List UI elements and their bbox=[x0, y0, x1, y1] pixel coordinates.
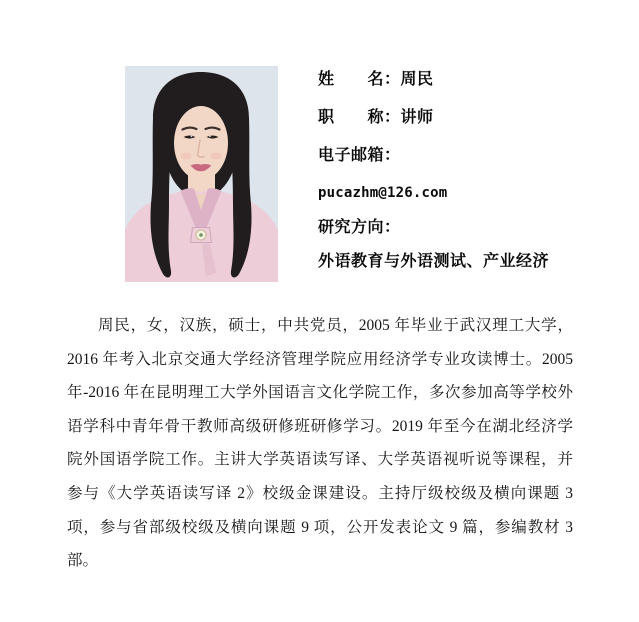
eye-glint-left bbox=[191, 136, 193, 138]
bio-line-6: 参与《大学英语读写译 2》校级金课建设。主持厅级校级及横向课题 3 bbox=[67, 484, 573, 502]
brooch-center bbox=[199, 233, 203, 237]
email-label: 电子邮箱： bbox=[318, 147, 401, 164]
email-value: pucazhm@126.com bbox=[318, 185, 448, 201]
bio-line-3: 年-2016 年在昆明理工大学外国语言文化学院工作，多次参加高等学校外 bbox=[67, 384, 573, 402]
eye-glint-right bbox=[209, 136, 211, 138]
bio-line-4: 语学科中青年骨干教师高级研修班研修学习。2019 年至今在湖北经济学 bbox=[67, 417, 573, 435]
bio-line-8: 部。 bbox=[67, 552, 99, 570]
bio-line-5: 院外国语学院工作。主讲大学英语读写译、大学英语视听说等课程，并 bbox=[67, 451, 573, 469]
cheek-right bbox=[211, 153, 222, 160]
research-direction-label: 研究方向： bbox=[318, 219, 401, 236]
portrait-photo bbox=[125, 66, 278, 282]
name-field: 姓 名：周民 bbox=[318, 71, 434, 88]
bio-line-2: 2016 年考入北京交通大学经济管理学院应用经济学专业攻读博士。2005 bbox=[67, 350, 573, 368]
cheek-left bbox=[181, 153, 192, 160]
bio-line-7: 项，参与省部级校级及横向课题 9 项，公开发表论文 9 篇，参编教材 3 bbox=[67, 518, 573, 536]
research-direction-value: 外语教育与外语测试、产业经济 bbox=[318, 253, 550, 270]
profile-info bbox=[318, 71, 630, 271]
biography-paragraph bbox=[67, 309, 573, 578]
bio-line-1: 周民，女，汉族，硕士，中共党员，2005 年毕业于武汉理工大学， bbox=[98, 317, 573, 334]
portrait-photo-art bbox=[125, 66, 278, 282]
job-title-field: 职 称：讲师 bbox=[318, 109, 434, 126]
